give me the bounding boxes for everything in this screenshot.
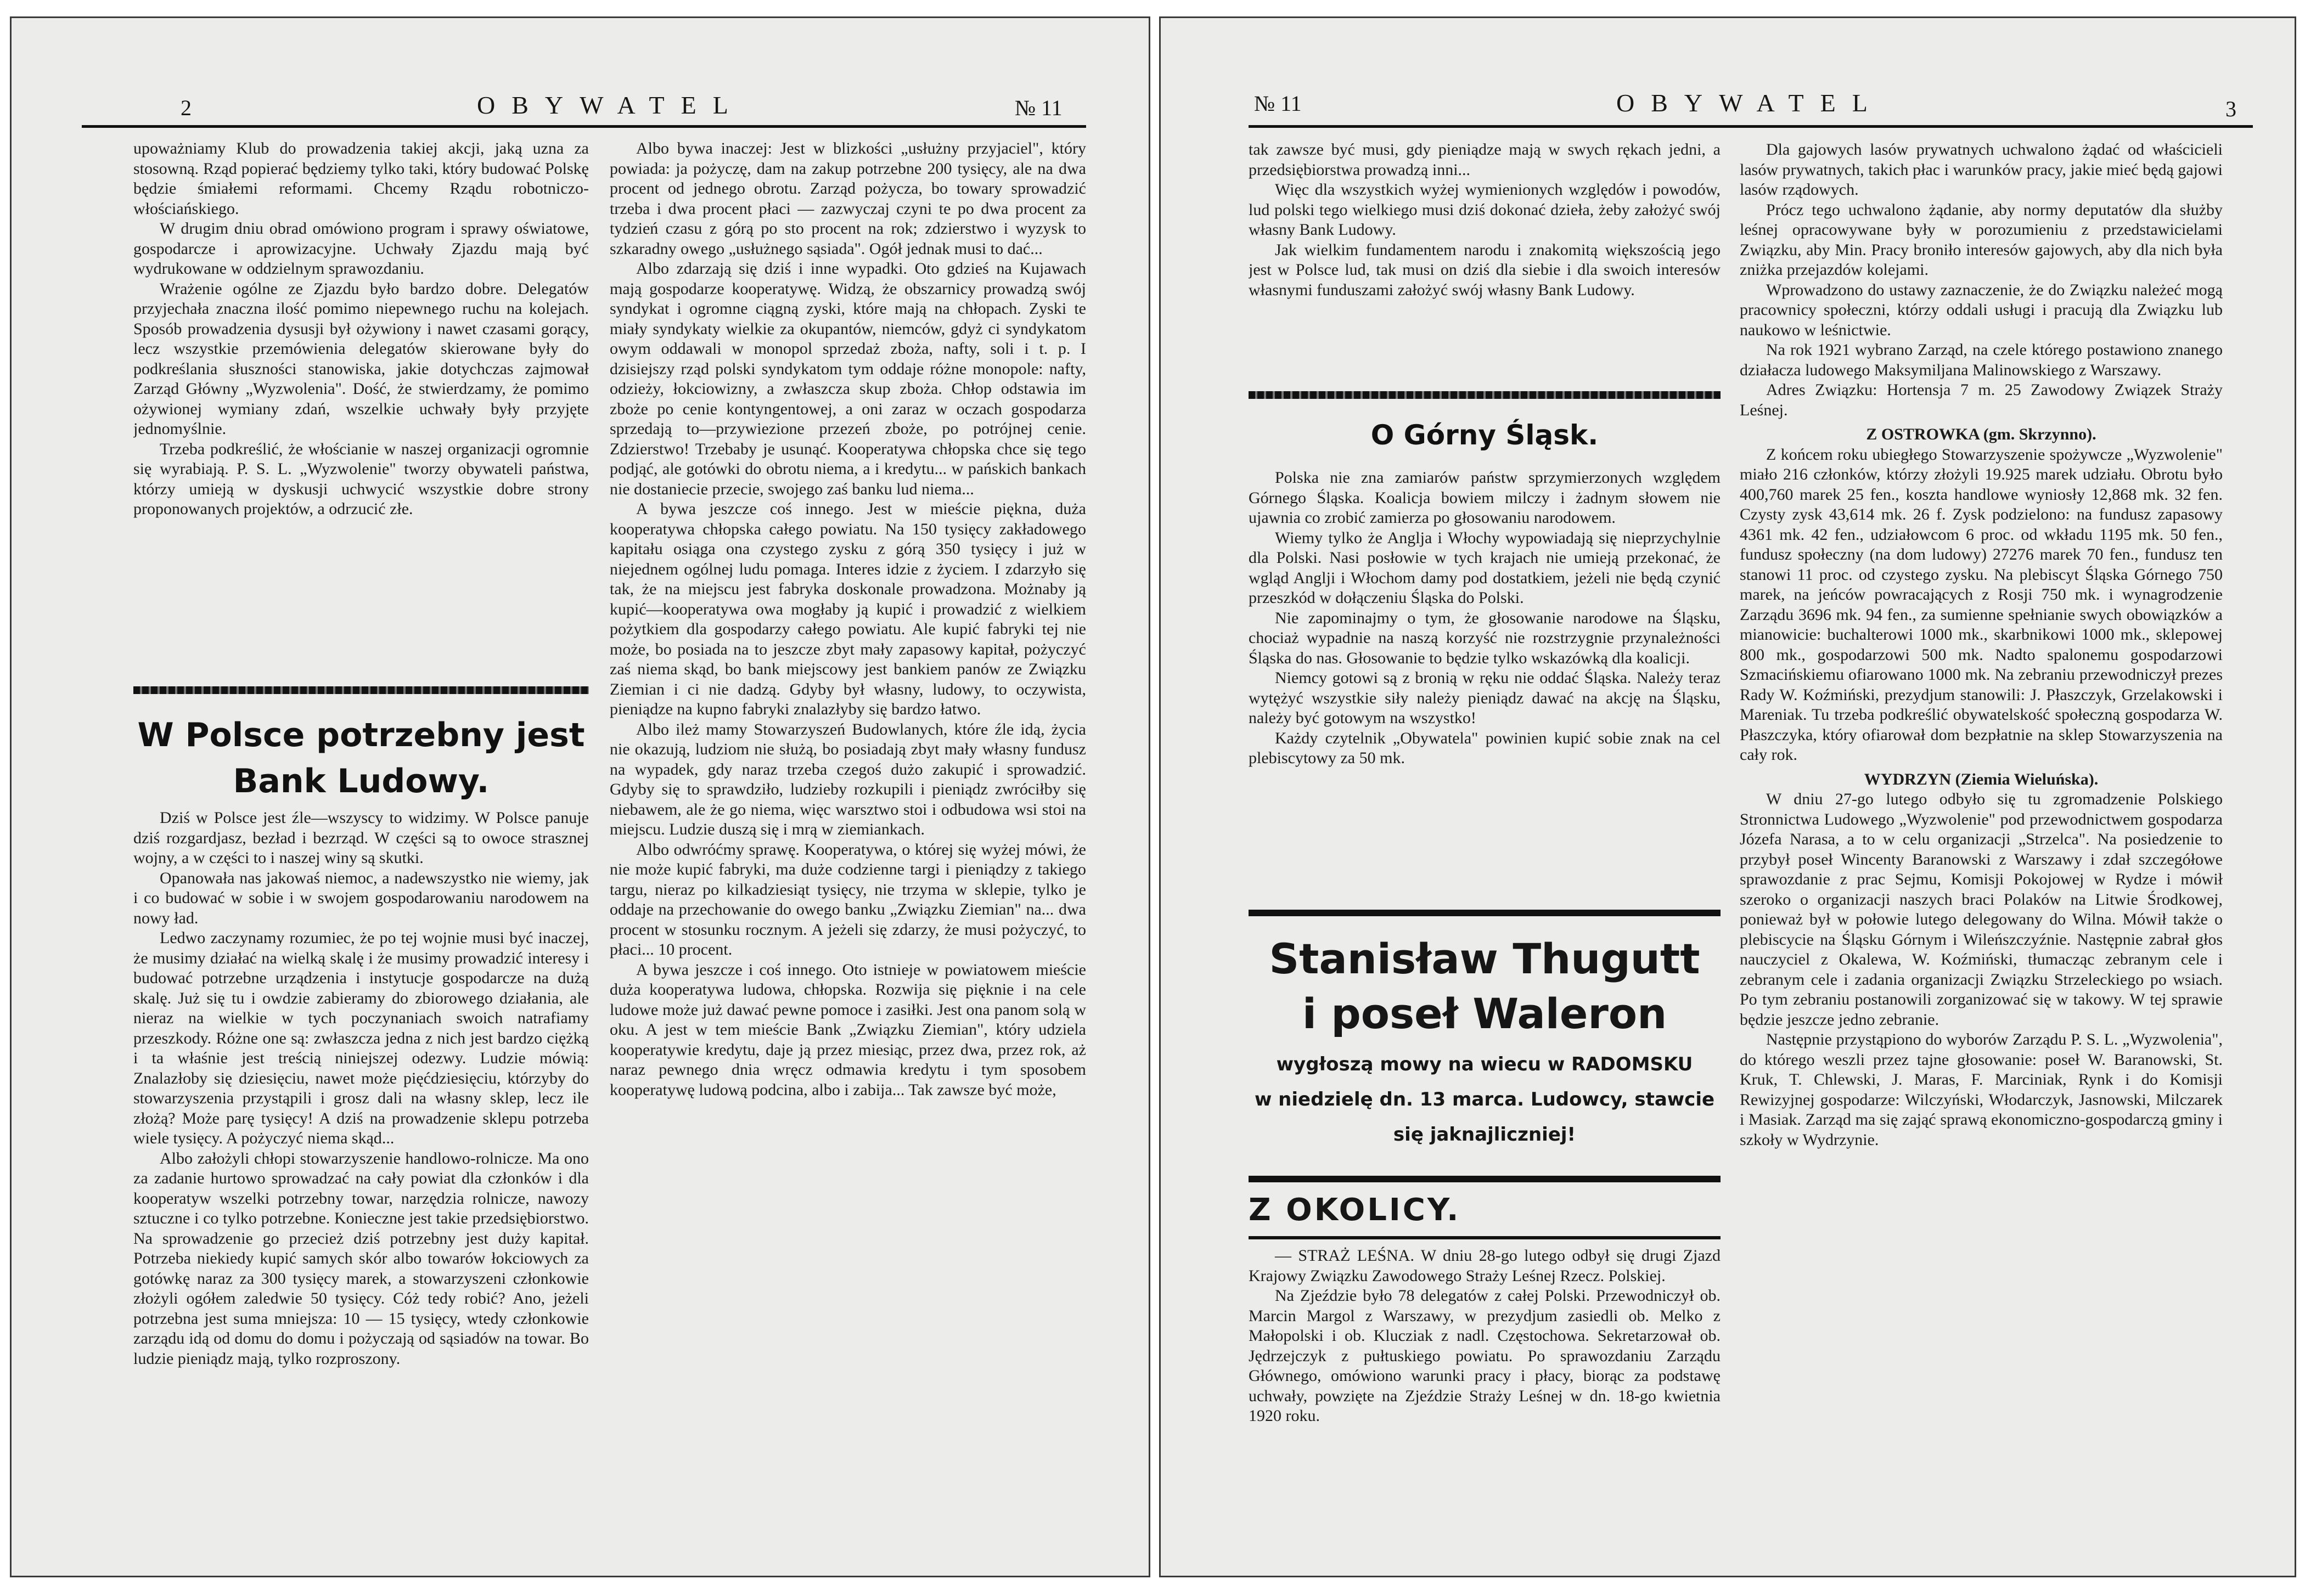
left-masthead: OBYWATEL xyxy=(477,91,745,119)
paragraph: Jak wielkim fundamentem narodu i znakomitą większością jego jest w Polsce lud, tak musi on dziś dla siebie i dla swoich interesów własnymi funduszami założyć swój własny Bank Ludowy. xyxy=(1249,240,1721,299)
notice-line-3: wygłoszą mowy na wiecu w RADOMSKU xyxy=(1276,1053,1693,1075)
right-okolicy-article xyxy=(1249,1246,1721,1531)
wydrzyn-heading: WYDRZYN (Ziemia Wieluńska). xyxy=(1864,770,2099,788)
paragraph: A bywa jeszcze coś innego. Jest w mieście piękna, duża kooperatywa chłopska całego powiatu. Na 150 tysięcy zakładowego kapitału osiąga ona czystego zysku z górą 350 tysięcy i już w niejednem ogólnej ludu pomaga. Interes idzie z życiem. I zdarzyło się tak, że na miejscu jest fabryka doskonale prowadzona. Możnaby ją kupić—kooperatywa owa mogłaby ją kupić i prowadzić z wielkiem pożytkiem dla gospodarzy całego powiatu. Ale kupić fabryki tej nie może, bo posiada na to jeszcze zbyt mały zapasowy kapitał, pożyczyć zaś niema skąd, bo bank miejscowy jest bankiem panów ze Związku Ziemian i ci nie dadzą. Gdyby był własny, ludowy, to oczywista, pieniądze na kupno fabryki znalazłyby się bardzo łatwo. xyxy=(610,500,1086,718)
left-col2 xyxy=(610,139,1086,1527)
paragraph: Wprowadzono do ustawy zaznaczenie, że do Związku należeć mogą pracownicy społeczni, którzy oddali usługi i pracują dla Związku lub naukowo w leśnictwie. xyxy=(1740,280,2223,339)
paragraph: Niemcy gotowi są z bronią w ręku nie oddać Śląska. Należy teraz wytężyć wszystkie siły należy pieniądz dawać na akcję na Śląsku, należy być gotowym na wszystko! xyxy=(1249,669,1721,727)
paragraph: Trzeba podkreślić, że włościanie w naszej organizacji ogromnie się wyrabiają. P. S. L. „Wyzwolenie" tworzy obywateli państwa, którzy umieją w dyskusji uchwycić wszystkie dobre strony proponowanych projektów, a odrzucić złe. xyxy=(133,439,589,518)
paragraph: upoważniamy Klub do prowadzenia takiej akcji, jaką uzna za stosowną. Rząd popierać będziemy tylko taki, który budować Polskę będzie śmiałemi reformami. Chcemy Rządu robotniczo-włościańskiego. xyxy=(133,139,589,218)
paragraph: Albo bywa inaczej: Jest w blizkości „usłużny przyjaciel", który powiada: ja pożyczę, dam na zakup potrzebne 200 tysięcy, ale na dwa procent od jednego obrotu. Zarząd pożycza, bo towary sprowadzić trzeba i dwa procent płaci — zazwyczaj czyni te po dwa procent za tydzień czasu z górą po sto procent na rok; zdzierstwo i wyzysk to szkaradny owego „usłużnego sąsiada". Ogół jednak musi to dać... xyxy=(610,139,1086,258)
headline-line-1: W Polsce potrzebny jest xyxy=(137,716,585,754)
right-running-head xyxy=(1249,84,2253,128)
right-masthead: OBYWATEL xyxy=(1616,89,1884,117)
paragraph: — STRAŻ LEŚNA. W dniu 28-go lutego odbył się drugi Zjazd Krajowy Związku Zawodowego Straży Leśnej Rzecz. Polskiej. xyxy=(1249,1247,1721,1285)
rally-notice xyxy=(1249,932,1721,1168)
paragraph: Ledwo zaczynamy rozumiec, że po tej wojnie musi być inaczej, że musimy działać na wielką skalę i że musimy prowadzić interesy i budować potrzebne urządzenia i instytucje gospodarcze na dużą skalę. Już się tu i owdzie zabieramy do zbiorowego działania, ale nieraz na wielkie w tych poczynaniach swoich natrafiamy przeszkody. Różne one są: zwłaszcza jedna z nich jest bardzo ciężką i ta właśnie jest treścią niniejszej odezwy. Ludzie mówią: Znalazłoby się dziesięciu, nawet może pięćdziesięciu, którzyby do stowarzyszenia przystąpili i grosz dali na własny sklep, lecz ile złożą? Może parę tysięcy! A dziś na prowadzenie sklepu potrzeba wiele tysięcy. A pożyczyć niema skąd... xyxy=(133,929,589,1147)
headline-line-2: Bank Ludowy. xyxy=(233,762,490,800)
left-running-head xyxy=(82,84,1086,128)
paragraph: A bywa jeszcze i coś innego. Oto istnieje w powiatowem mieście duża kooperatywa ludowa, chłopska. Rozwija się pięknie i na cele ludowe może już dawać pewne pomoce i zasiłki. Jest ona panom solą w oku. A jest w tem mieście Bank „Związku Ziemian", który udziela kooperatywie kredytu, daje ją przez miesiąc, przez dwa, przez rok, aż naraz pewnego dnia wręcz odmawia kredytu i tym sposobem kooperatywę ludową podcina, albo i zabija... Tak zawsze być może, xyxy=(610,960,1086,1099)
left-issue-number: № 11 xyxy=(1015,95,1062,120)
paragraph: Adres Związku: Hortensja 7 m. 25 Zawodowy Związek Straży Leśnej. xyxy=(1740,381,2223,419)
paragraph: Z końcem roku ubiegłego Stowarzyszenie spożywcze „Wyzwolenie" miało 216 członków, którzy złożyli 19.925 marek udziału. Obrotu było 400,760 marek 25 fen., koszta handlowe wyniosły 12,868 mk. 32 fen. Czysty zysk 43,614 mk. 26 f. Zysk podzielono: na fundusz zapasowy 4361 mk. 42 fen., udziałowcom 6 proc. od wkładu 1195 mk. 50 fen., fundusz społeczny (na dom ludowy) 27276 marek 70 fen., fundusz ten stanowi 11 proc. od czystego zysku. Na plebiscyt Śląska Górnego 750 marek, na jeńców powracających z Rosji 750 mk. i wynagrodzenie Zarządu 3696 mk. 94 fen., za sumienne spełnianie swych obowiązków a mianowicie: buchalterowi 1000 mk., skarbnikowi 1000 mk., sklepowej 800 mk., gospodarzowi 500 mk. Nadto spalonemu gospodarzowi Szmacińskiemu ofiarowano 1000 mk. Na zebraniu przewodniczył prezes Rady W. Koźmiński, prezydjum stanowili: J. Płaszczyk, Grzelakowski i Mareniak. Tu trzeba podkreślić obywatelskość społeczną gospodarza W. Płaszczyka, który ofiarował dom bezpłatnie na sklep Stowarzyszenia na cały rok. xyxy=(1740,445,2223,764)
left-page xyxy=(10,16,1150,1577)
ostrowek-heading: Z OSTROWKA (gm. Skrzynno). xyxy=(1866,425,2096,443)
notice-line-2: i poseł Waleron xyxy=(1302,989,1667,1038)
paragraph: Wiemy tylko że Anglja i Włochy wypowiadają się nieprzychylnie dla Polski. Nasi posłowie w tych krajach nie umieją przekonać, że wgląd Anglji i Włochom damy pod dostatkiem, jeżeli nie będą czynić przeszkód w dołączeniu Śląska do Polski. xyxy=(1249,528,1721,607)
paragraph: Albo zdarzają się dziś i inne wypadki. Oto gdzieś na Kujawach mają gospodarze kooperatywę. Widzą, że obszarnicy prowadzą swój syndykat i ogromne ciągną zyski, które mają na chłopach. Zyski te miały syndykaty wielkie za okupantów, niemców, gdyż ci syndykatom owym oddawali w monopol sprzedaż zboża, nafty, soli i t. p. I dzisiejszy rząd polski syndykatom tym oddaje różne monopole: nafty, odzieży, łokciowizny, a zwłaszcza skup zboża. Chłop odstawia im zboże po cenie kontyngentowej, a oni zaraz w oczach gospodarza sprzedają to—przywiezione przezeń zboże, po potrójnej cenie. Zdzierstwo! Trzebaby je usunąć. Kooperatywa chłopska chce się tego podjąć, ale gotówki do obrotu niema, a i kredytu... w pańskich bankach nie dostaniecie przecie, swojego zaś banku lud niema... xyxy=(610,260,1086,498)
decorative-divider xyxy=(133,686,589,694)
left-head-rule xyxy=(82,125,1086,128)
notice-line-5: się jaknajliczniej! xyxy=(1393,1124,1576,1146)
right-col1-top xyxy=(1249,140,1721,381)
decorative-divider xyxy=(1249,391,1721,399)
paragraph: Albo ileż mamy Stowarzyszeń Budowlanych, które źle idą, życia nie okazują, ludziom nie służą, bo posiadają zbyt mały własny fundusz na wypadek, gdy naraz trzeba czegoś dużo zakupić i sprowadzić. Gdyby się to sprawdziło, ludzieby rozkupili i pieniądz zwróciłby się niebawem, ale że go niema, więc warsztwo stoi i odbudowa wsi stoi na miejscu. Ludzie duszą się i mrą w ziemiankach. xyxy=(610,720,1086,838)
article-headline xyxy=(133,712,589,804)
paragraph: W dniu 27-go lutego odbyło się tu zgromadzenie Polskiego Stronnictwa Ludowego „Wyzwolenie" pod przewodnictwem gospodarza Józefa Narasa, a to w celu organizacji „Strzelca". Na posiedzenie to przybył poseł Wincenty Baranowski z Warszawy i zdał szczegółowe sprawozdanie z prac Sejmu, Komisji Pokojowej w Rydze i mówił szeroko o organizacji naszych braci Polaków na Litwie Środkowej, ponieważ był w połowie lutego delegowany do Wilna. Mówił także o plebiscycie na Śląsku Górnym i Wileńszczyźnie. Następnie zabrał głos nauczyciel z Okalewa, W. Koźmiński, tłumacząc zebranym cele i zebranym cele i zadania organizacji Związku Strzeleckiego po wsiach. Po tym zebraniu postanowili zorganizować się w takowy. W tej sprawie będzie jeszcze jedno zebranie. xyxy=(1740,790,2223,1029)
paragraph: Dla gajowych lasów prywatnych uchwalono żądać od właścicieli lasów prywatnych, takich płac i warunków pracy, jakie mieć będą gajowi lasów rządowych. xyxy=(1740,140,2223,199)
notice-bottom-rule xyxy=(1249,1176,1721,1182)
paragraph: Więc dla wszystkich wyżej wymienionych względów i powodów, lud polski tego wielkiego musi dziś dokonać dzieła, żeby założyć swój własny Bank Ludowy. xyxy=(1249,181,1721,239)
paragraph: Polska nie zna zamiarów państw sprzymierzonych względem Górnego Śląska. Koalicja bowiem milczy i żadnym słowem nie ujawnia co zrobić zamierza po głosowaniu narodowem. xyxy=(1249,469,1721,527)
paragraph: Albo założyli chłopi stowarzyszenie handlowo-rolnicze. Ma ono za zadanie hurtowo sprowadzać na cały powiat dla członków i dla kooperatyw wszelki potrzebny towar, narzędzia rolnicze, nawozy sztuczne i co tylko potrzebne. Konieczne jest takie przedsiębiorstwo. Na sprowadzenie go przecież dziś potrzebny jest duży kapitał. Potrzeba niekiedy kupić samych skór albo towarów łokciowych za gotówkę naraz za 300 tysięcy marek, a stowarzyszeni członkowie złożyli ogółem zaledwie 50 tysięcy. Cóż tedy robić? Ano, jeżeli potrzebna jest suma mniejsza: 10 — 15 tysięcy, wtedy członkowie zarządu idą od domu do domu i pożyczają od sąsiadów na towar. Bo ludzie pieniądz mają, tylko rozproszony. xyxy=(133,1149,589,1368)
paragraph: Prócz tego uchwalono żądanie, aby normy deputatów dla służby leśnej opracowywane były w porozumieniu z przedstawicielami Związku, aby Min. Pracy broniło interesów gajowych, aby dla nich była zniżka przejazdów kolejami. xyxy=(1740,200,2223,279)
paragraph: Dziś w Polsce jest źle—wszyscy to widzimy. W Polsce panuje dziś rozgardjasz, bezład i bezrząd. W części są to owoce strasznej wojny, a w części to i naszej winy są skutki. xyxy=(133,809,589,867)
right-col2 xyxy=(1740,140,2223,1533)
paragraph: W drugim dniu obrad omówiono program i sprawy oświatowe, gospodarcze i aprowizacyjne. Uchwały Zjazdu mają być wydrukowane w oddzielnym sprawozdaniu. xyxy=(133,219,589,278)
notice-top-rule xyxy=(1249,910,1721,916)
notice-line-4: w niedzielę dn. 13 marca. Ludowcy, stawcie xyxy=(1254,1089,1715,1110)
right-head-rule xyxy=(1249,125,2253,128)
okolicy-title-rule xyxy=(1249,1236,1721,1239)
slask-headline: O Górny Śląsk. xyxy=(1370,419,1599,451)
paragraph: Na rok 1921 wybrano Zarząd, na czele którego postawiono znanego działacza ludowego Maksymiljana Malinowskiego z Warszawy. xyxy=(1740,341,2223,379)
left-page-number: 2 xyxy=(181,95,192,120)
right-page-number: 3 xyxy=(2225,97,2236,121)
right-issue-number: № 11 xyxy=(1254,91,1302,116)
left-col1-article xyxy=(133,808,589,1516)
paragraph: Każdy czytelnik „Obywatela" powinien kupić sobie znak na cel plebiscytowy za 50 mk. xyxy=(1249,729,1721,767)
okolicy-title: Z OKOLICY. xyxy=(1249,1192,1461,1228)
paragraph: Albo odwróćmy sprawę. Kooperatywa, o której się wyżej mówi, że nie może kupić fabryki, ma duże codzienne targi i pieniądzy z takiego targu, nieraz po kilkadziesiąt tysięcy, nie trzyma w sklepie, tylko je oddaje na przechowanie do owego banku „Związku Ziemian" na... dwa procent w stosunku rocznym. A jeżeli się zdarzy, że musi pożyczyć, to płaci... 10 procent. xyxy=(610,840,1086,958)
right-page xyxy=(1159,16,2296,1577)
paragraph: Opanowała nas jakowaś niemoc, a nadewszystko nie wiemy, jak i co budować w sobie i w swojem gospodarowaniu narodowem na nowy ład. xyxy=(133,869,589,927)
paragraph: Wrażenie ogólne ze Zjazdu było bardzo dobre. Delegatów przyjechała znaczna ilość pomimo niepewnego ruchu na kolejach. Sposób prowadzenia dysusji był ożywiony i nawet czasami gorący, lecz wszystkie przemówienia delegatów skierowane były do podkreślania słuszności stanowiska, jakie dotychczas zajmował Zarząd Główny „Wyzwolenia". Dość, że stwierdzamy, że pomimo ożywionej wymiany zdań, wszelkie uchwały były przyjęte jednomyślnie. xyxy=(133,279,589,438)
paragraph: Na Zjeździe było 78 delegatów z całej Polski. Przewodniczył ob. Marcin Margol z Warszawy, w prezydjum zasiedli ob. Melko z Małopolski i ob. Klucziak z nadl. Częstochowa. Sekretarzował ob. Jędrzejczyk z pułtuskiego powiatu. Po sprawozdaniu Zarządu Głównego, omówiono warunki pracy i płacy, biorąc za podstawę uchwały, powzięte na Zjeździe Straży Leśnej w dn. 18-go kwietnia 1920 roku. xyxy=(1249,1287,1721,1425)
paragraph: Nie zapominajmy o tym, że głosowanie narodowe na Śląsku, chociaż wypadnie na naszą korzyść nie rozstrzygnie przynależności Śląska do nas. Głosowanie to będzie tylko wskazówką dla koalicji. xyxy=(1249,608,1721,667)
notice-line-1: Stanisław Thugutt xyxy=(1269,934,1700,983)
right-slask-article xyxy=(1249,468,1721,896)
paragraph: Następnie przystąpiono do wyborów Zarządu P. S. L. „Wyzwolenia", do którego weszli przez tajne głosowanie: poseł W. Baranowski, St. Kruk, T. Chlewski, J. Maras, F. Marciniak, Rynk i do Komisji Rewizyjnej gospodarze: Wilczyński, Włodarczyk, Jasnowski, Milczarek i Masiak. Zarząd ma się zająć sprawą ekonomiczno-gospodarczą gminy i szkoły w Wydrzynie. xyxy=(1740,1030,2223,1149)
paragraph: tak zawsze być musi, gdy pieniądze mają w swych rękach jedni, a przedsiębiorstwa prowadzą inni... xyxy=(1249,140,1721,179)
left-col1-top xyxy=(133,139,589,666)
